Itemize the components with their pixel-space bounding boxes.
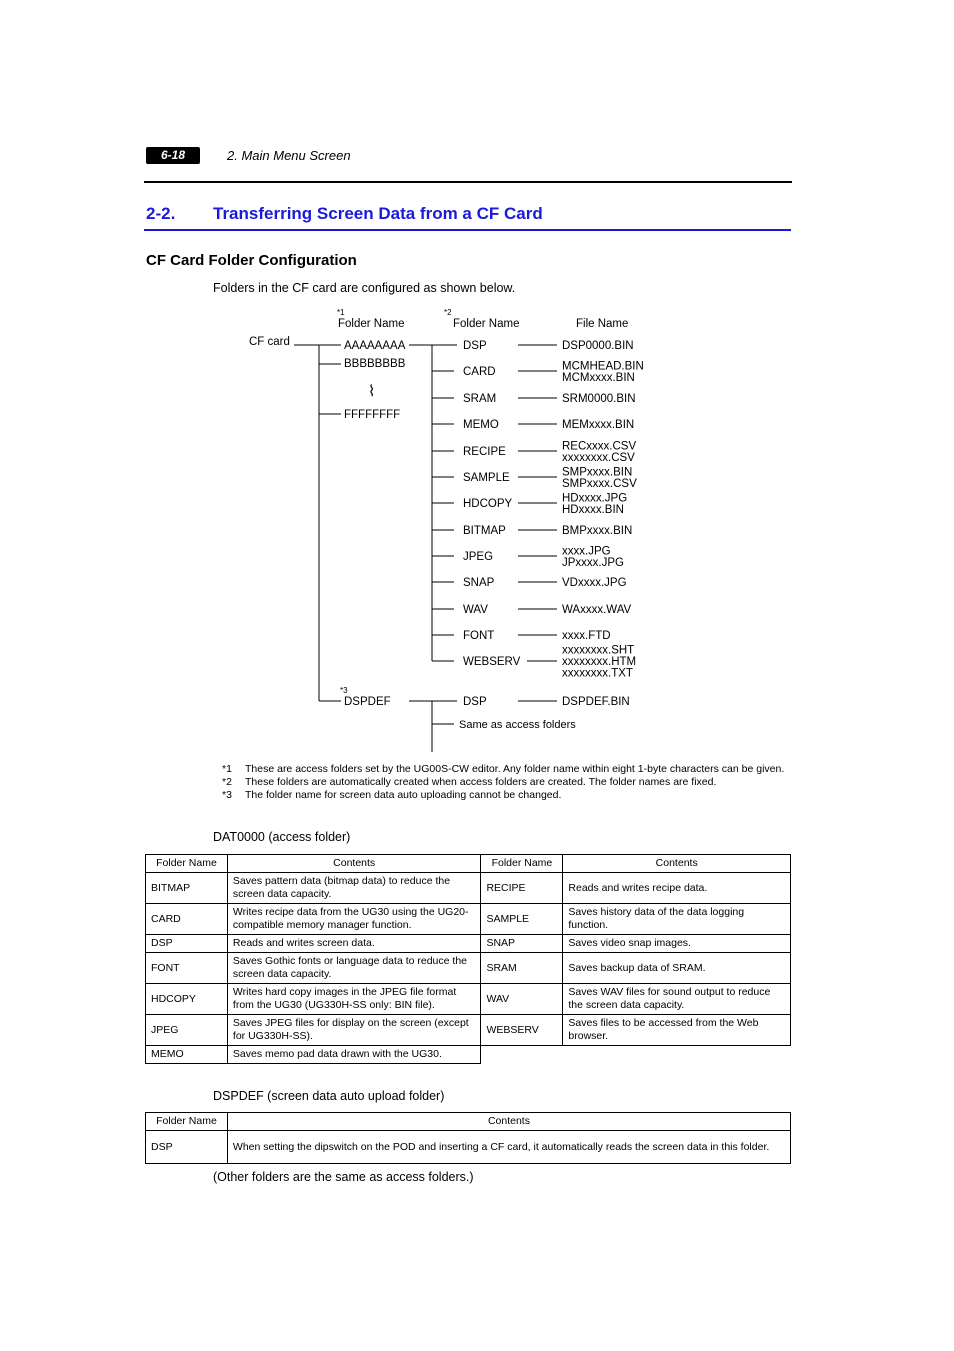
page-number-badge: 6-18 [146,147,200,164]
access-folder-card: CARD [463,366,496,378]
col-head-folder-1: Folder Name [338,318,405,330]
cell-folder: WEBSERV [481,1015,563,1046]
cell-contents: Saves history data of the data logging function. [563,904,791,935]
cell-contents: When setting the dipswitch on the POD and inserting a CF card, it automatically reads the screen data in this folder. [227,1131,790,1164]
cell-contents: Writes hard copy images in the JPEG file format from the UG30 (UG330H-SS only: BIN file). [227,984,481,1015]
file-name: WAxxxx.WAV [562,604,632,616]
cell-contents: Saves backup data of SRAM. [563,953,791,984]
file-name: BMPxxxx.BIN [562,525,633,537]
mark-3: *3 [340,686,348,695]
cell-contents: Reads and writes screen data. [227,935,481,953]
file-name: xxxx.JPG [562,545,611,558]
file-name: MCMHEAD.BIN [562,360,644,373]
cell-folder: DSP [146,1131,228,1164]
file-name: xxxxxxxx.TXT [562,667,633,680]
file-name: VDxxxx.JPG [562,577,627,589]
file-name: MEMxxxx.BIN [562,419,635,431]
dspdef-same-note: Same as access folders [459,719,576,731]
footnotes [222,763,792,802]
file-name: JPxxxx.JPG [562,556,624,569]
note-3: *3 The folder name for screen data auto uploading cannot be changed. [222,789,562,801]
cell-contents: Saves Gothic fonts or language data to reduce the screen data capacity. [227,953,481,984]
cell-contents: Saves video snap images. [563,935,791,953]
file-name: HDxxxx.JPG [562,492,628,505]
th-folder-name: Folder Name [146,855,228,873]
cell-folder: FONT [146,953,228,984]
table-row [146,1131,791,1164]
ellipsis-mark: ⌇ [368,383,376,400]
chapter-title: 2. Main Menu Screen [227,148,351,163]
cell-folder: JPEG [146,1015,228,1046]
folder-bbbbbbbb: BBBBBBBB [344,358,406,370]
table-row [146,1046,791,1064]
mark-2: *2 [444,308,452,317]
file-name: xxxxxxxx.HTM [562,656,637,668]
cell-contents: Saves WAV files for sound output to reduce the screen data capacity. [563,984,791,1015]
folder-aaaaaaaa: AAAAAAAA [344,340,406,352]
file-name: DSP0000.BIN [562,340,634,352]
note-2: *2 These folders are automatically created when access folders are created. The folder names are fixed. [222,776,717,788]
file-name: SMPxxxx.BIN [562,466,633,479]
cell-folder: RECIPE [481,873,563,904]
file-name: HDxxxx.BIN [562,503,624,516]
file-name: SMPxxxx.CSV [562,477,637,490]
section-title: Transferring Screen Data from a CF Card [213,204,543,223]
note-1: *1 These are access folders set by the UG00S-CW editor. Any folder name within eight 1-byte characters can be given. [222,763,785,775]
access-folder-hdcopy: HDCOPY [463,498,513,510]
table-row [146,873,791,904]
access-folder-sram: SRAM [463,393,497,405]
col-head-file: File Name [576,318,629,330]
th-folder-name: Folder Name [481,855,563,873]
intro-text: Folders in the CF card are configured as shown below. [213,281,516,295]
file-name: MCMxxxx.BIN [562,371,635,384]
access-folder-bitmap: BITMAP [463,525,506,537]
cell-contents: Saves pattern data (bitmap data) to reduce the screen data capacity. [227,873,481,904]
cell-folder: HDCOPY [146,984,228,1015]
dspdef-table [145,1112,791,1164]
col-head-folder-2: Folder Name [453,318,520,330]
th-folder-name: Folder Name [146,1113,228,1131]
access-folder-snap: SNAP [463,577,495,589]
cell-contents: Saves files to be accessed from the Web browser. [563,1015,791,1046]
folder-dspdef: DSPDEF [344,696,391,708]
cell-contents: Saves JPEG files for display on the screen (except for UG330H-SS). [227,1015,481,1046]
access-folder-table [145,854,791,1064]
dspdef-sub-dsp: DSP [463,696,487,708]
table-header-row [146,1113,791,1131]
dspdef-file: DSPDEF.BIN [562,696,630,708]
root-cf-card: CF card [249,336,290,348]
cell-folder: CARD [146,904,228,935]
access-folder-sample: SAMPLE [463,472,510,484]
file-name: RECxxxx.CSV [562,440,637,453]
table2-caption: DSPDEF (screen data auto upload folder) [213,1089,445,1103]
cell-folder: MEMO [146,1046,228,1064]
access-folder-jpeg: JPEG [463,551,494,563]
cell-folder: SNAP [481,935,563,953]
section-number: 2-2. [146,204,176,223]
folder-ffffffff: FFFFFFFF [344,409,401,421]
th-contents: Contents [227,1113,790,1131]
cell-contents: Reads and writes recipe data. [563,873,791,904]
access-folder-webserv: WEBSERV [463,656,521,668]
access-folder-wav: WAV [463,604,488,616]
table-row [146,984,791,1015]
file-name: SRM0000.BIN [562,393,636,405]
file-name: xxxxxxxx.SHT [562,644,635,657]
cell-contents: Saves memo pad data drawn with the UG30. [227,1046,481,1064]
access-folder-font: FONT [463,630,495,642]
th-contents: Contents [563,855,791,873]
table-row [146,935,791,953]
cell-contents [563,1046,791,1064]
table-row [146,953,791,984]
cell-folder [481,1046,563,1064]
subsection-title: CF Card Folder Configuration [146,252,357,269]
cell-folder: SRAM [481,953,563,984]
footer-note: (Other folders are the same as access folders.) [213,1170,474,1184]
cell-folder: SAMPLE [481,904,563,935]
cell-folder: BITMAP [146,873,228,904]
cell-contents: Writes recipe data from the UG30 using the UG20-compatible memory manager function. [227,904,481,935]
access-folder-recipe: RECIPE [463,446,506,458]
access-folder-memo: MEMO [463,419,499,431]
table-row [146,1015,791,1046]
file-name: xxxxxxxx.CSV [562,451,635,464]
th-contents: Contents [227,855,481,873]
file-name: xxxx.FTD [562,630,611,642]
cell-folder: WAV [481,984,563,1015]
cell-folder: DSP [146,935,228,953]
mark-1: *1 [337,308,345,317]
access-folder-dsp: DSP [463,340,487,352]
table-row [146,904,791,935]
table1-caption: DAT0000 (access folder) [213,830,351,844]
table-header-row [146,855,791,873]
